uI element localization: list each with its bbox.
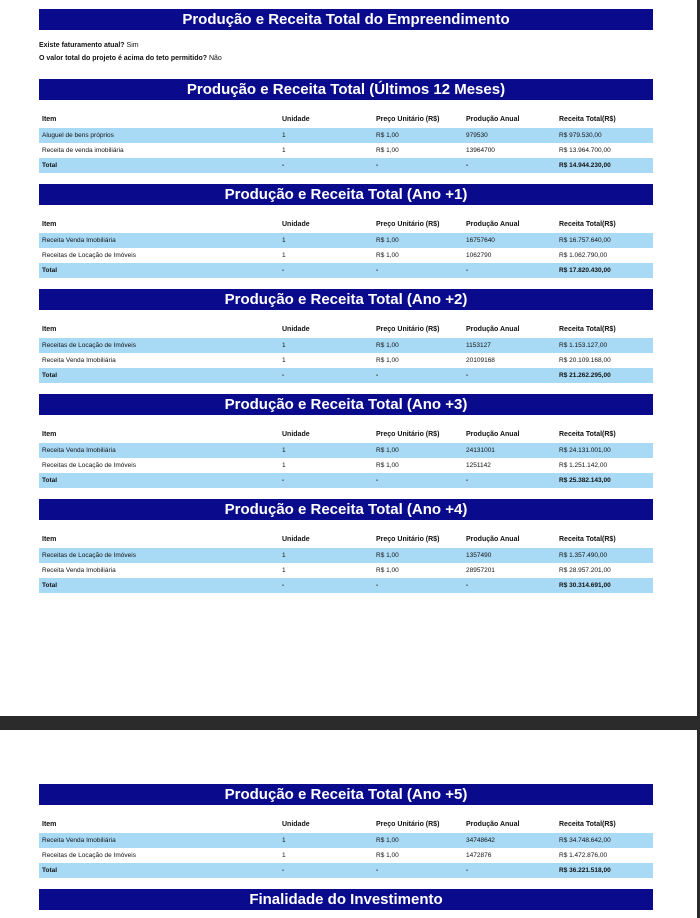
total-cell: -: [463, 263, 556, 278]
table-cell: 1: [279, 353, 373, 368]
table-cell: 1: [279, 443, 373, 458]
total-cell: -: [279, 368, 373, 383]
total-cell: R$ 36.221.518,00: [556, 863, 653, 878]
page-content: [39, 9, 653, 593]
revenue-section: [39, 784, 653, 878]
info-label: Existe faturamento atual?: [39, 42, 125, 49]
table-cell: R$ 979.530,00: [556, 128, 653, 143]
table-cell: R$ 1,00: [373, 353, 463, 368]
column-header: Preço Unitário (R$): [376, 326, 440, 333]
revenue-table: [39, 111, 653, 173]
revenue-table: [39, 531, 653, 593]
table-row: [39, 563, 653, 578]
total-cell: -: [463, 863, 556, 878]
table-header-row: [39, 216, 653, 233]
finalidade-banner: Finalidade do Investimento: [39, 889, 653, 910]
table-cell: R$ 1,00: [373, 128, 463, 143]
section-title-banner: Produção e Receita Total (Ano +2): [39, 289, 653, 310]
total-cell: Total: [39, 158, 279, 173]
table-cell: 20109168: [463, 353, 556, 368]
table-cell: R$ 24.131.001,00: [556, 443, 653, 458]
total-cell: -: [279, 863, 373, 878]
table-cell: 28957201: [463, 563, 556, 578]
total-cell: -: [463, 158, 556, 173]
table-cell: 1: [279, 848, 373, 863]
table-cell: R$ 1,00: [373, 548, 463, 563]
total-cell: -: [279, 578, 373, 593]
column-header: Item: [42, 536, 57, 543]
table-cell: 1: [279, 458, 373, 473]
table-cell: 1251142: [463, 458, 556, 473]
total-row: [39, 263, 653, 278]
table-row: [39, 548, 653, 563]
table-cell: 13964700: [463, 143, 556, 158]
column-header: Receita Total(R$): [559, 116, 616, 123]
revenue-table: [39, 816, 653, 878]
column-header: Preço Unitário (R$): [376, 221, 440, 228]
table-cell: 1357490: [463, 548, 556, 563]
info-value: Sim: [126, 42, 139, 49]
column-header: Unidade: [282, 536, 310, 543]
table-cell: R$ 1.153.127,00: [556, 338, 653, 353]
column-header: Produção Anual: [466, 431, 520, 438]
revenue-section: [39, 79, 653, 173]
table-row: [39, 443, 653, 458]
column-header: Preço Unitário (R$): [376, 116, 440, 123]
total-cell: R$ 25.382.143,00: [556, 473, 653, 488]
total-cell: Total: [39, 473, 279, 488]
table-cell: Receita de venda imobiliária: [39, 143, 279, 158]
table-cell: Receitas de Locação de Imóveis: [39, 848, 279, 863]
table-cell: Aluguel de bens próprios: [39, 128, 279, 143]
table-cell: R$ 1,00: [373, 338, 463, 353]
column-header: Unidade: [282, 221, 310, 228]
total-cell: -: [463, 368, 556, 383]
total-cell: Total: [39, 263, 279, 278]
table-header-row: [39, 426, 653, 443]
table-cell: 979530: [463, 128, 556, 143]
table-cell: R$ 1.062.790,00: [556, 248, 653, 263]
revenue-section: [39, 289, 653, 383]
revenue-table: [39, 321, 653, 383]
column-header: Unidade: [282, 821, 310, 828]
column-header: Unidade: [282, 431, 310, 438]
total-row: [39, 578, 653, 593]
table-header-row: [39, 111, 653, 128]
total-row: [39, 158, 653, 173]
total-cell: -: [373, 863, 463, 878]
column-header: Unidade: [282, 116, 310, 123]
total-cell: R$ 21.262.295,00: [556, 368, 653, 383]
table-row: [39, 128, 653, 143]
sections-page-1: [39, 79, 653, 593]
table-row: [39, 143, 653, 158]
column-header: Receita Total(R$): [559, 221, 616, 228]
info-block: [39, 39, 653, 65]
column-header: Preço Unitário (R$): [376, 821, 440, 828]
table-cell: R$ 1,00: [373, 833, 463, 848]
table-cell: R$ 1,00: [373, 143, 463, 158]
column-header: Preço Unitário (R$): [376, 431, 440, 438]
table-cell: 1: [279, 128, 373, 143]
total-cell: -: [373, 158, 463, 173]
table-cell: 1: [279, 563, 373, 578]
table-cell: R$ 1,00: [373, 248, 463, 263]
table-cell: 1: [279, 338, 373, 353]
revenue-table: [39, 426, 653, 488]
column-header: Receita Total(R$): [559, 431, 616, 438]
section-title-banner: Produção e Receita Total (Últimos 12 Meses): [39, 79, 653, 100]
table-cell: R$ 1,00: [373, 848, 463, 863]
table-cell: R$ 1.472.876,00: [556, 848, 653, 863]
table-cell: R$ 13.964.700,00: [556, 143, 653, 158]
table-header-row: [39, 816, 653, 833]
section-title-banner: Produção e Receita Total (Ano +5): [39, 784, 653, 805]
column-header: Unidade: [282, 326, 310, 333]
column-header: Item: [42, 221, 57, 228]
table-cell: R$ 1,00: [373, 458, 463, 473]
total-cell: Total: [39, 578, 279, 593]
total-cell: R$ 17.820.430,00: [556, 263, 653, 278]
column-header: Item: [42, 116, 57, 123]
info-label: O valor total do projeto é acima do teto permitido?: [39, 55, 208, 62]
table-cell: 1153127: [463, 338, 556, 353]
column-header: Item: [42, 821, 57, 828]
table-row: [39, 338, 653, 353]
total-row: [39, 368, 653, 383]
table-cell: R$ 1,00: [373, 233, 463, 248]
column-header: Receita Total(R$): [559, 821, 616, 828]
table-cell: Receitas de Locação de Imóveis: [39, 338, 279, 353]
table-row: [39, 233, 653, 248]
table-cell: Receita Venda Imobiliária: [39, 353, 279, 368]
table-cell: R$ 1.251.142,00: [556, 458, 653, 473]
table-cell: Receitas de Locação de Imóveis: [39, 458, 279, 473]
table-cell: Receita Venda Imobiliária: [39, 833, 279, 848]
table-row: [39, 848, 653, 863]
table-cell: Receita Venda Imobiliária: [39, 563, 279, 578]
table-header-row: [39, 321, 653, 338]
table-row: [39, 248, 653, 263]
table-header-row: [39, 531, 653, 548]
revenue-section: [39, 184, 653, 278]
column-header: Produção Anual: [466, 821, 520, 828]
table-cell: 1: [279, 833, 373, 848]
total-row: [39, 473, 653, 488]
table-cell: 16757640: [463, 233, 556, 248]
table-cell: R$ 1.357.490,00: [556, 548, 653, 563]
total-cell: -: [373, 578, 463, 593]
section-title-banner: Produção e Receita Total (Ano +1): [39, 184, 653, 205]
column-header: Produção Anual: [466, 326, 520, 333]
total-cell: -: [463, 473, 556, 488]
section-title-banner: Produção e Receita Total (Ano +3): [39, 394, 653, 415]
total-cell: R$ 14.944.230,00: [556, 158, 653, 173]
table-cell: Receita Venda Imobiliária: [39, 443, 279, 458]
total-cell: -: [279, 473, 373, 488]
table-cell: 1472876: [463, 848, 556, 863]
table-cell: 24131001: [463, 443, 556, 458]
table-cell: R$ 28.957.201,00: [556, 563, 653, 578]
total-cell: Total: [39, 863, 279, 878]
total-cell: -: [279, 263, 373, 278]
info-value: Não: [208, 55, 222, 62]
table-cell: 1: [279, 233, 373, 248]
table-cell: 1: [279, 143, 373, 158]
total-cell: -: [373, 263, 463, 278]
total-cell: -: [373, 473, 463, 488]
column-header: Produção Anual: [466, 536, 520, 543]
table-cell: R$ 20.109.168,00: [556, 353, 653, 368]
revenue-section: [39, 394, 653, 488]
revenue-section: [39, 499, 653, 593]
revenue-table: [39, 216, 653, 278]
column-header: Item: [42, 431, 57, 438]
document-page-2: [0, 730, 697, 918]
table-cell: 1: [279, 248, 373, 263]
column-header: Receita Total(R$): [559, 326, 616, 333]
sections-page-2: [39, 784, 653, 878]
total-cell: R$ 30.314.691,00: [556, 578, 653, 593]
column-header: Item: [42, 326, 57, 333]
column-header: Produção Anual: [466, 221, 520, 228]
table-cell: Receitas de Locação de Imóveis: [39, 248, 279, 263]
info-line-teto: [39, 52, 653, 65]
table-row: [39, 833, 653, 848]
table-cell: R$ 34.748.642,00: [556, 833, 653, 848]
table-cell: Receitas de Locação de Imóveis: [39, 548, 279, 563]
table-cell: R$ 16.757.640,00: [556, 233, 653, 248]
total-row: [39, 863, 653, 878]
table-cell: Receita Venda Imobiliária: [39, 233, 279, 248]
total-cell: Total: [39, 368, 279, 383]
column-header: Preço Unitário (R$): [376, 536, 440, 543]
table-cell: 1: [279, 548, 373, 563]
table-cell: 1062790: [463, 248, 556, 263]
table-cell: R$ 1,00: [373, 443, 463, 458]
total-cell: -: [463, 578, 556, 593]
section-title-banner: Produção e Receita Total (Ano +4): [39, 499, 653, 520]
total-cell: -: [279, 158, 373, 173]
column-header: Receita Total(R$): [559, 536, 616, 543]
table-cell: R$ 1,00: [373, 563, 463, 578]
column-header: Produção Anual: [466, 116, 520, 123]
table-row: [39, 458, 653, 473]
main-title-banner: Produção e Receita Total do Empreendimento: [39, 9, 653, 30]
info-line-faturamento: [39, 39, 653, 52]
table-row: [39, 353, 653, 368]
total-cell: -: [373, 368, 463, 383]
table-cell: 34748642: [463, 833, 556, 848]
page-content: [39, 784, 653, 910]
